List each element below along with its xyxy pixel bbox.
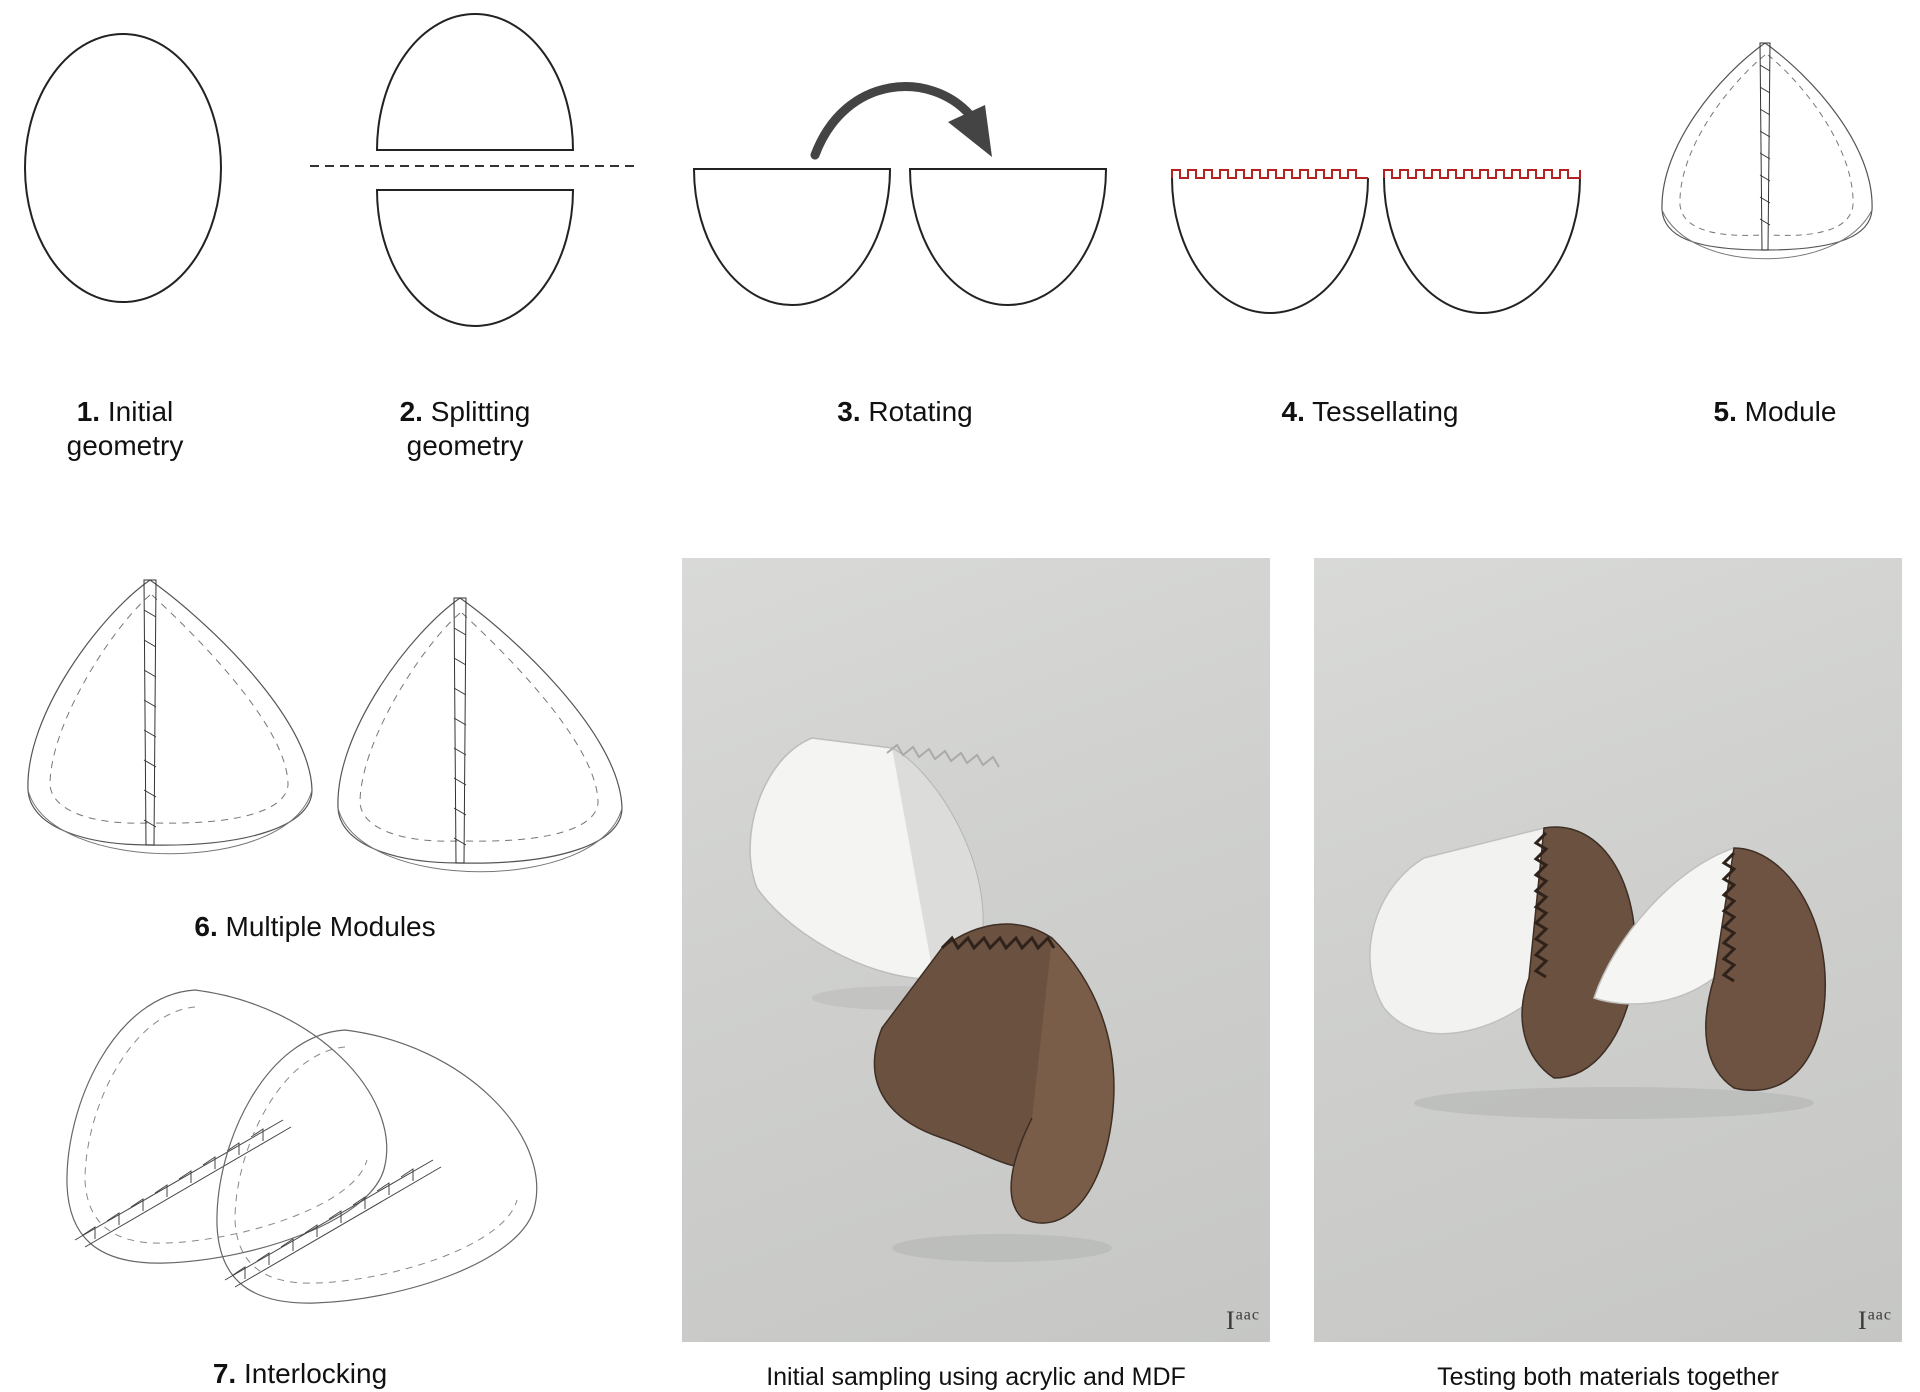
caption-step-6: [165, 910, 465, 944]
tessellated-right-half: [1384, 178, 1580, 313]
step-7-label: Interlocking: [243, 1358, 388, 1389]
module-outline-right: [1765, 43, 1872, 250]
interlock-module-b: [217, 1030, 537, 1303]
module-b: [338, 598, 622, 872]
module-outline-left: [1662, 43, 1765, 250]
rotating-left-half: [694, 169, 890, 305]
rotation-arrow: [815, 87, 970, 155]
photo-initial-sampling: [682, 558, 1270, 1342]
splitting-geometry-drawing: [300, 0, 650, 340]
iaac-watermark-1: $I^{aac}$: [1226, 1306, 1260, 1335]
step-4-label: Tessellating: [1312, 396, 1459, 427]
caption-step-4: [1250, 395, 1490, 429]
lower-half: [377, 190, 573, 326]
photo-testing-materials: [1314, 558, 1902, 1342]
step-5-number: 5.: [1713, 396, 1737, 427]
photo-2-scene: [1314, 558, 1902, 1342]
step-3-number: 3.: [837, 396, 861, 427]
caption-step-7: [150, 1360, 450, 1388]
multiple-modules-drawing: [20, 575, 630, 885]
module-a: [28, 580, 312, 854]
step-4-number: 4.: [1281, 396, 1305, 427]
step-2-label-2: geometry: [406, 430, 524, 461]
step-3-label: Rotating: [868, 396, 973, 427]
tessellation-teeth-left: [1172, 170, 1368, 178]
photo-1-caption: Initial sampling using acrylic and MDF: [766, 1363, 1186, 1391]
rotation-arrowhead: [948, 105, 992, 157]
photo-2-caption: Testing both materials together: [1437, 1363, 1779, 1391]
tessellating-drawing: [1160, 150, 1600, 320]
step-2-number: 2.: [399, 396, 423, 427]
step-1-number: 1.: [76, 396, 101, 427]
caption-step-3: [800, 395, 1010, 429]
step-1-label-2: geometry: [66, 430, 184, 461]
tessellated-left-half: [1172, 178, 1368, 313]
rotating-right-half: [910, 169, 1106, 305]
initial-ellipse: [25, 34, 221, 302]
step-6-label: Multiple Modules: [225, 911, 436, 942]
rotating-drawing: [680, 60, 1130, 320]
step-5-label: Module: [1744, 396, 1837, 427]
module-drawing: [1650, 35, 1920, 285]
iaac-watermark-2: $I^{aac}$: [1858, 1306, 1892, 1335]
step-2-label: Splitting: [430, 396, 531, 427]
caption-step-2: [370, 395, 560, 463]
step-1-label: Initial: [107, 396, 174, 427]
photo-1-scene: [682, 558, 1270, 1342]
upper-half: [377, 14, 573, 150]
step-7-number: 7.: [212, 1358, 237, 1389]
module-spine: [1760, 43, 1770, 250]
interlocking-drawing: [55, 985, 585, 1335]
caption-step-1: [30, 395, 220, 463]
caption-step-5: [1680, 395, 1870, 429]
module-dashed-left: [1680, 55, 1765, 235]
tessellation-teeth-right: [1384, 170, 1580, 178]
step-6-number: 6.: [194, 911, 218, 942]
initial-geometry-drawing: [0, 0, 260, 330]
module-base: [1662, 210, 1872, 259]
